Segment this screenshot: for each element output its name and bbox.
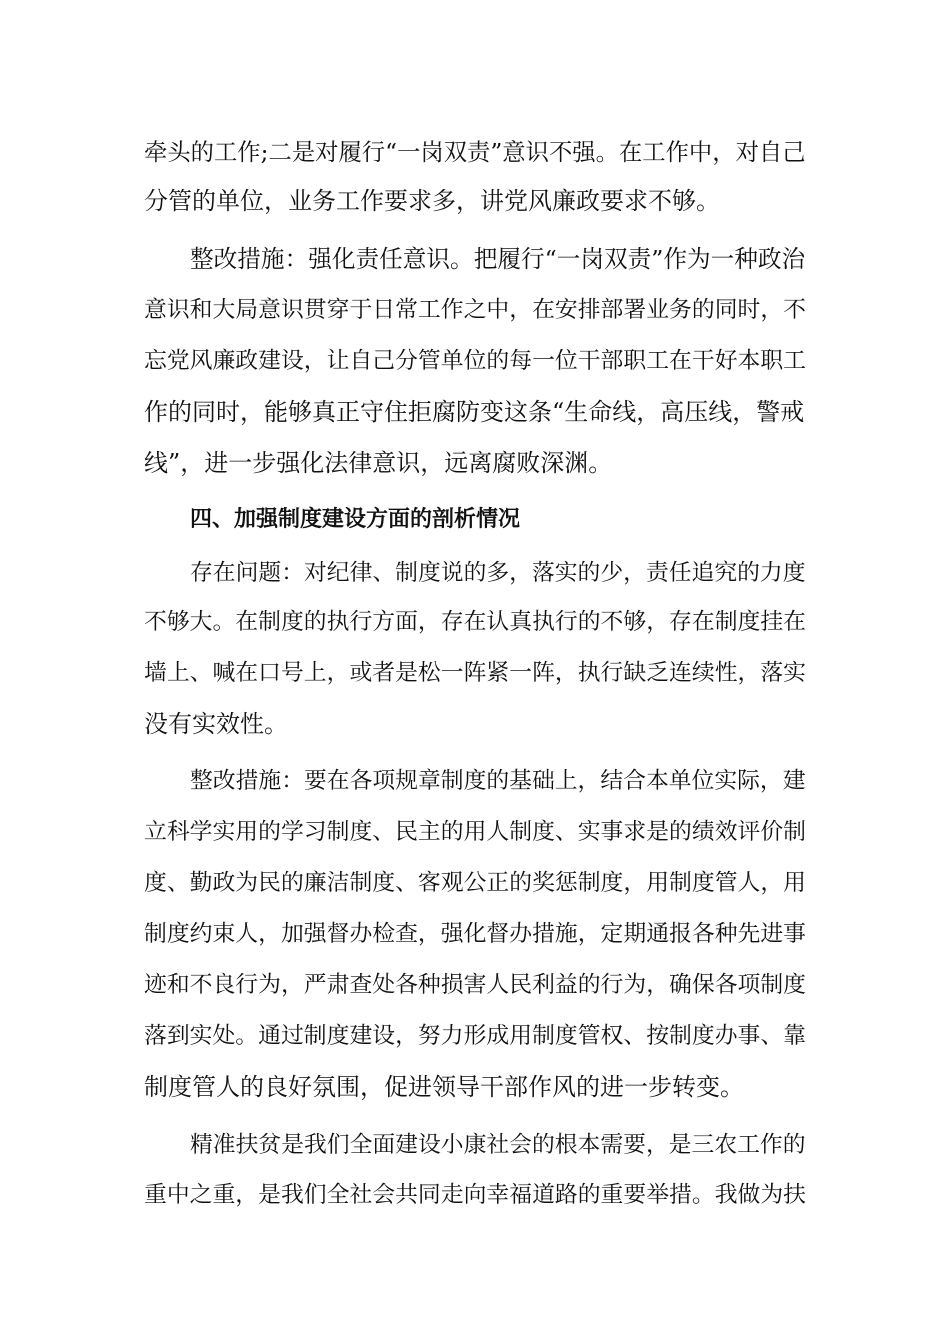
text-line: 没有实效性。 xyxy=(144,710,288,738)
text-line: 不够大。在制度的执行方面，存在认真执行的不够，存在制度挂在 xyxy=(144,609,807,635)
text-line: 立科学实用的学习制度、民主的用人制度、实事求是的绩效评价制 xyxy=(144,819,807,845)
text-line: 牵头的工作;二是对履行“一岗双责”意识不强。在工作中，对自己 xyxy=(144,138,806,166)
paragraph-start: 精准扶贫是我们全面建设小康社会的根本需要，是三农工作的 xyxy=(190,1132,806,1158)
text-line: 墙上、喊在口号上，或者是松一阵紧一阵，执行缺乏连续性，落实 xyxy=(144,660,807,686)
text-line: 制度约束人，加强督办检查，强化督办措施，定期通报各种先进事 xyxy=(144,921,807,947)
text-line: 分管的单位，业务工作要求多，讲党风廉政要求不够。 xyxy=(144,187,720,215)
paragraph-start: 整改措施：要在各项规章制度的基础上，结合本单位实际，建 xyxy=(190,768,806,794)
text-line: 重中之重，是我们全社会共同走向幸福道路的重要举措。我做为扶 xyxy=(144,1182,807,1208)
text-line: 度、勤政为民的廉洁制度、客观公正的奖惩制度，用制度管人，用 xyxy=(144,870,807,896)
paragraph-start: 整改措施：强化责任意识。把履行“一岗双责”作为一种政治 xyxy=(190,245,806,273)
text-line: 意识和大局意识贯穿于日常工作之中，在安排部署业务的同时，不 xyxy=(144,297,807,323)
section-heading: 四、加强制度建设方面的剖析情况 xyxy=(190,507,521,532)
text-line: 线”，进一步强化法律意识，远离腐败深渊。 xyxy=(144,449,613,477)
paragraph-start: 存在问题：对纪律、制度说的多，落实的少，责任追究的力度 xyxy=(190,560,806,586)
text-line: 落到实处。通过制度建设，努力形成用制度管权、按制度办事、靠 xyxy=(144,1023,807,1049)
text-line: 作的同时，能够真正守住拒腐防变这条“生命线，高压线，警戒 xyxy=(144,398,805,426)
text-line: 忘党风廉政建设，让自己分管单位的每一位干部职工在干好本职工 xyxy=(144,348,807,374)
text-line: 制度管人的良好氛围，促进领导干部作风的进一步转变。 xyxy=(144,1073,744,1101)
text-line: 迹和不良行为，严肃查处各种损害人民利益的行为，确保各项制度 xyxy=(144,972,807,998)
